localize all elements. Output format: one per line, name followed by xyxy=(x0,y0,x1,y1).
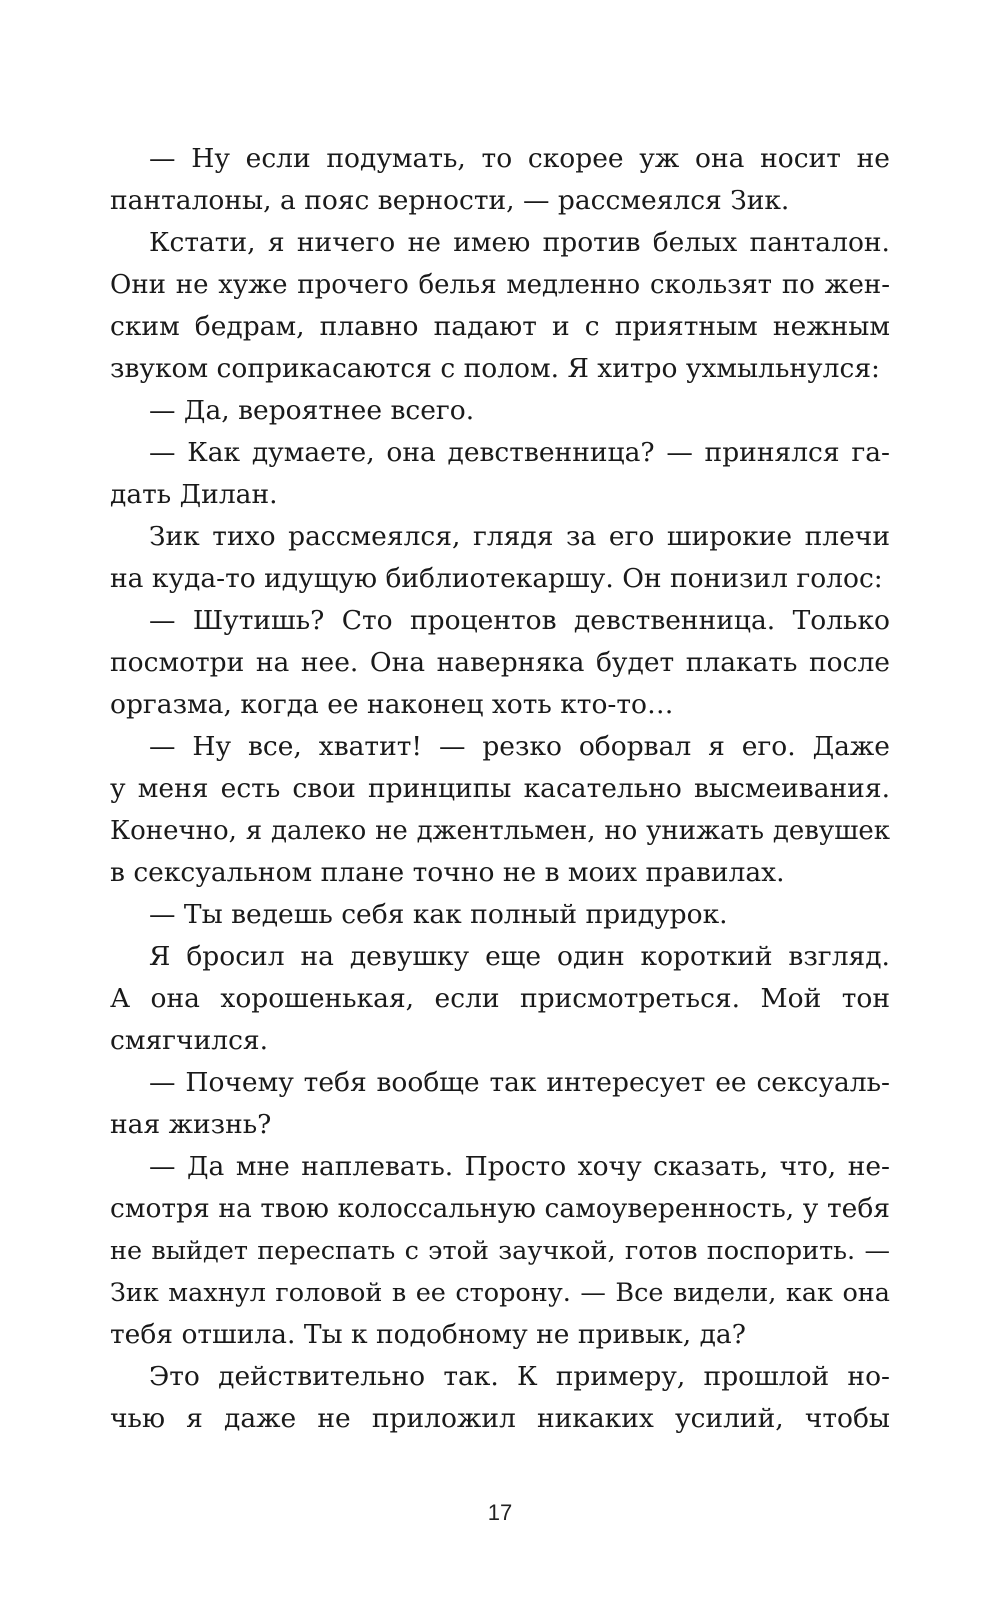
text-line: посмотри на нее. Она наверняка будет плакать после xyxy=(110,647,890,678)
text-line: — Ты ведешь себя как полный придурок. xyxy=(149,899,728,930)
text-line: чью я даже не приложил никаких усилий, чтобы xyxy=(110,1403,890,1434)
text-line: звуком соприкасаются с полом. Я хитро ухмыльнулся: xyxy=(110,353,880,384)
text-line: А она хорошенькая, если присмотреться. Мой тон xyxy=(110,983,890,1014)
text-line: Я бросил на девушку еще один короткий взгляд. xyxy=(149,941,890,972)
text-line: Они не хуже прочего белья медленно скользят по жен- xyxy=(110,270,890,300)
text-line: не выйдет переспать с этой заучкой, готов поспорить. — xyxy=(110,1236,890,1266)
text-line: у меня есть свои принципы касательно высмеивания. xyxy=(110,773,890,804)
text-line: Зик махнул головой в ее сторону. — Все видели, как она xyxy=(110,1278,890,1308)
text-line: ским бедрам, плавно падают и с приятным нежным xyxy=(110,311,890,342)
text-line: на куда-то идущую библиотекаршу. Он понизил голос: xyxy=(110,563,883,594)
text-line: Конечно, я далеко не джентльмен, но унижать девушек xyxy=(110,816,890,846)
text-line: Это действительно так. К примеру, прошлой но- xyxy=(149,1361,890,1392)
page-number: 17 xyxy=(487,1500,513,1525)
text-line: смотря на твою колоссальную самоуверенность, у тебя xyxy=(110,1193,890,1224)
text-line: — Да, вероятнее всего. xyxy=(149,395,475,426)
text-line: тебя отшила. Ты к подобному не привык, да? xyxy=(110,1319,746,1350)
text-line: — Ну если подумать, то скорее уж она носит не xyxy=(149,143,890,174)
text-line: — Почему тебя вообще так интересует ее сексуаль- xyxy=(149,1067,890,1098)
text-line: смягчился. xyxy=(110,1025,269,1056)
text-line: — Ну все, хватит! — резко оборвал я его. Даже xyxy=(149,731,890,762)
text-line: Кстати, я ничего не имею против белых панталон. xyxy=(149,227,890,258)
body-text xyxy=(110,138,890,1440)
text-line: — Да мне наплевать. Просто хочу сказать, что, не- xyxy=(149,1151,890,1182)
text-line: оргазма, когда ее наконец хоть кто-то… xyxy=(110,689,674,720)
text-line: дать Дилан. xyxy=(110,479,278,510)
text-line: — Шутишь? Сто процентов девственница. Только xyxy=(149,605,890,636)
text-line: Зик тихо рассмеялся, глядя за его широкие плечи xyxy=(149,521,890,552)
text-line: ная жизнь? xyxy=(110,1109,272,1140)
text-line: — Как думаете, она девственница? — принялся га- xyxy=(149,437,890,468)
text-line: панталоны, а пояс верности, — рассмеялся Зик. xyxy=(110,185,790,216)
text-line: в сексуальном плане точно не в моих правилах. xyxy=(110,857,785,888)
